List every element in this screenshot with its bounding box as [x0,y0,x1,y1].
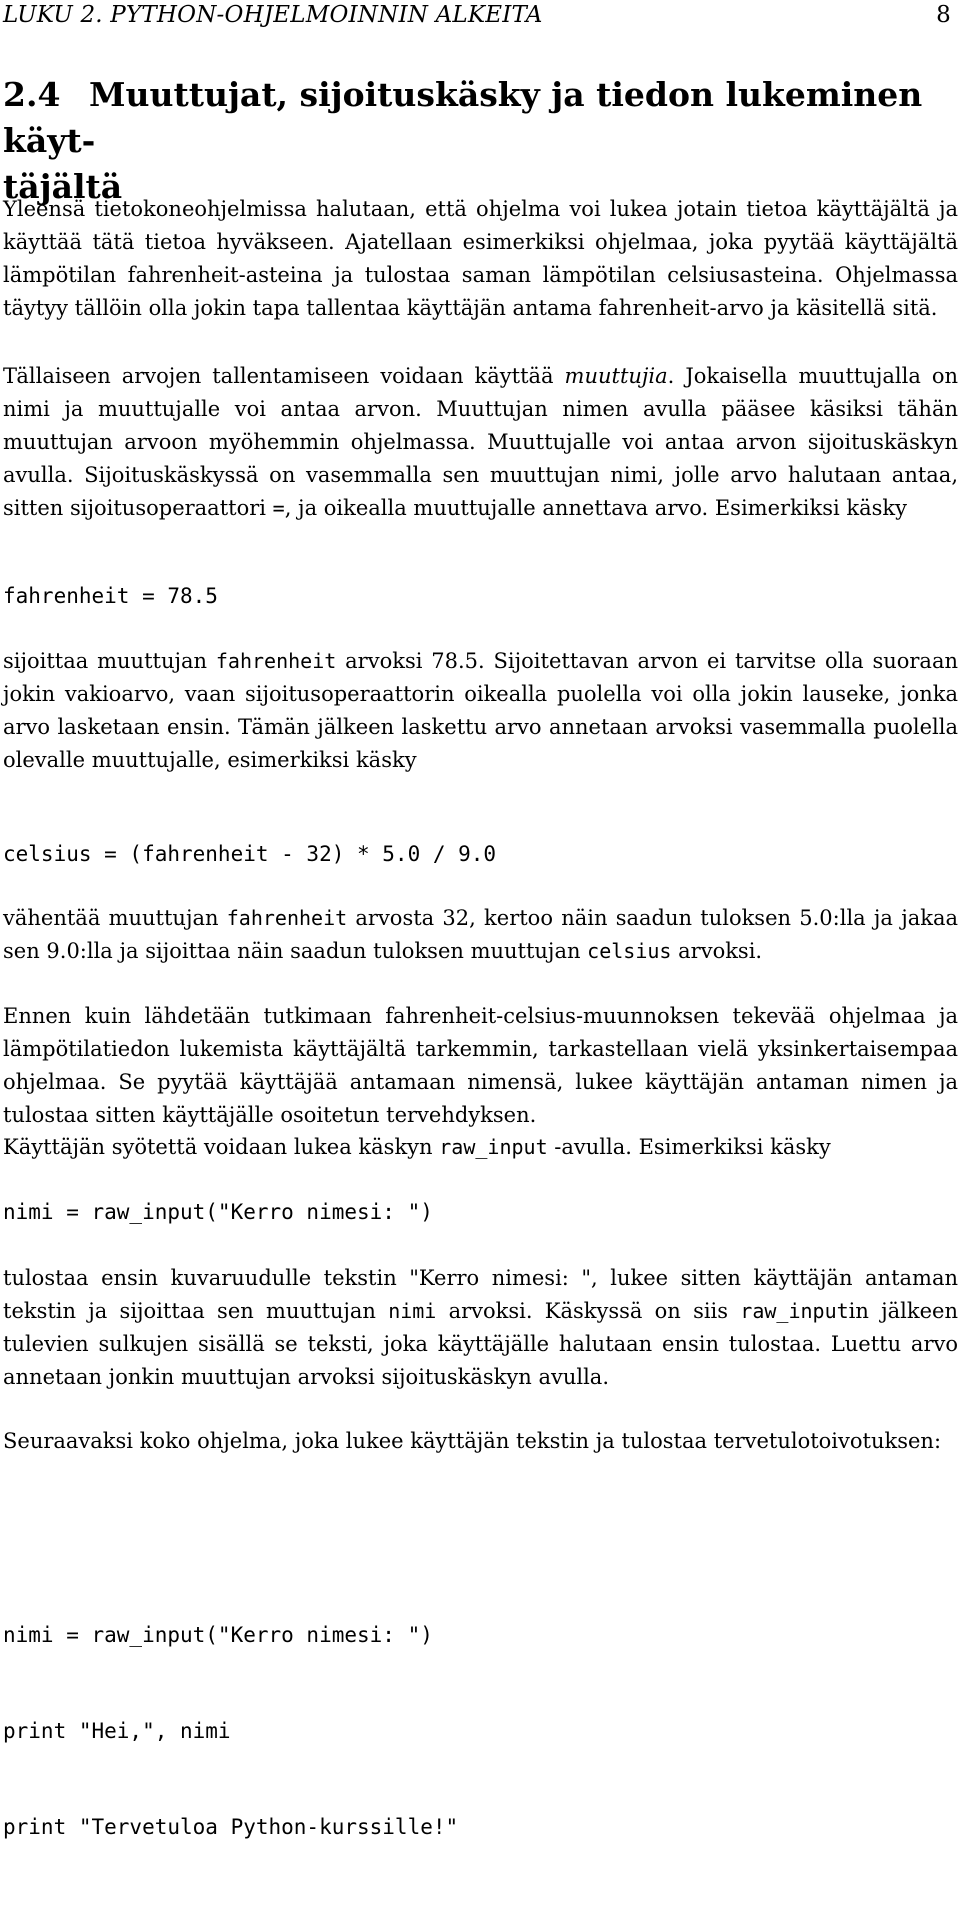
code-line: nimi = raw_input("Kerro nimesi: ") [3,1623,433,1647]
code-block-expression: celsius = (fahrenheit - 32) * 5.0 / 9.0 [3,842,497,866]
text-span: arvoksi. Käskyssä on siis [436,1299,741,1323]
code-block-assignment: fahrenheit = 78.5 [3,584,218,608]
page-number: 8 [936,2,951,28]
paragraph-variables [3,360,958,525]
text-span: sijoittaa muuttujan [3,649,216,673]
text-span: in jälkeen tulevien sulkujen sisällä se teksti, joka käyttäjälle halutaan ensin tulostaa. Luettu arvo annetaan jonkin muuttujan arvoksi sijoituskäskyn avulla. [3,1299,958,1389]
emphasis-term: muuttujia [564,364,668,388]
inline-code: nimi [388,1299,437,1323]
text-span: arvoksi 78.5. Sijoitettavan arvon ei tarvitse olla suoraan jokin vakioarvo, vaan sijoitusoperaattorin oikealla puolella voi olla jokin lauseke, jonka arvo lasketaan ensin. Tämän jälkeen laskettu arvo annetaan arvoksi vasemmalla puolella olevalle muuttujalle, esimerkiksi käsky [3,649,958,772]
text-span: , ja oikealla muuttujalle annettava arvo. Esimerkiksi käsky [284,496,908,520]
inline-code: celsius [587,939,672,963]
text-span: -avulla. Esimerkiksi käsky [547,1135,831,1159]
text-span: . Jokaisella muuttujalla on nimi ja muuttujalle voi antaa arvon. Muuttujan nimen avulla pääsee käsiksi tähän muuttujan arvoon myöhemmin ohjelmassa. Muuttujalle voi antaa arvon sijoituskäskyn avulla. Sijoituskäskyssä on vasemmalla sen muuttujan nimi, jolle arvo halutaan antaa, sitten sijoitusoperaattori [3,364,958,520]
inline-code: fahrenheit [215,649,337,673]
text-span: Tällaiseen arvojen tallentamiseen voidaan käyttää [3,364,565,388]
paragraph-expression [3,902,958,968]
code-block-program [3,1555,458,1907]
inline-code: raw_input [740,1299,849,1323]
paragraph-raw-input [3,1131,958,1164]
text-span: arvoksi. [671,939,763,963]
paragraph-raw-input-explained [3,1262,958,1394]
text-span: Käyttäjän syötettä voidaan lukea käskyn [3,1135,440,1159]
paragraph-intro: Yleensä tietokoneohjelmissa halutaan, että ohjelma voi lukea jotain tietoa käyttäjältä ja käyttää tätä tietoa hyväkseen. Ajatellaan esimerkiksi ohjelmaa, joka pyytää käyttäjältä lämpötilan fahrenheit-asteina ja tulostaa saman lämpötilan celsiusasteina. Ohjelmassa täytyy tällöin olla jokin tapa tallentaa käyttäjän antama fahrenheit-arvo ja käsitellä sitä. [3,197,958,320]
inline-code: raw_input [439,1135,548,1159]
inline-code-operator: = [272,496,285,520]
text-span: vähentää muuttujan [3,906,227,930]
code-line: print "Hei,", nimi [3,1719,231,1743]
text-span: arvosta 32, kertoo näin saadun tuloksen 5.0:lla ja jakaa sen 9.0:lla ja sijoittaa näin saadun tuloksen muuttujan [3,906,958,963]
inline-code: fahrenheit [226,906,348,930]
section-title-line1: Muuttujat, sijoituskäsky ja tiedon lukeminen käyt- [3,75,923,160]
paragraph-full-program: Seuraavaksi koko ohjelma, joka lukee käyttäjän tekstin ja tulostaa tervetulotoivotuksen: [3,1429,942,1453]
code-line: print "Tervetuloa Python-kurssille!" [3,1815,459,1839]
paragraph-assignment [3,645,958,777]
section-title-line2: täjältä [3,167,123,206]
section-number: 2.4 [3,75,61,114]
running-header [3,0,953,30]
code-block-raw-input: nimi = raw_input("Kerro nimesi: ") [3,1200,433,1224]
chapter-heading: LUKU 2. PYTHON-OHJELMOINNIN ALKEITA [3,2,543,28]
section-title [3,72,953,210]
text-span: tulostaa ensin kuvaruudulle tekstin "Kerro nimesi: ", lukee sitten käyttäjän antaman tekstin ja sijoittaa sen muuttujan [3,1266,958,1323]
paragraph-simple-program: Ennen kuin lähdetään tutkimaan fahrenheit-celsius-muunnoksen tekevää ohjelmaa ja lämpötilatiedon lukemista käyttäjältä tarkemmin, tarkastellaan vielä yksinkertaisempaa ohjelmaa. Se pyytää käyttäjää antamaan nimensä, lukee käyttäjän antaman nimen ja tulostaa sitten käyttäjälle osoitetun tervehdyksen. [3,1004,958,1127]
